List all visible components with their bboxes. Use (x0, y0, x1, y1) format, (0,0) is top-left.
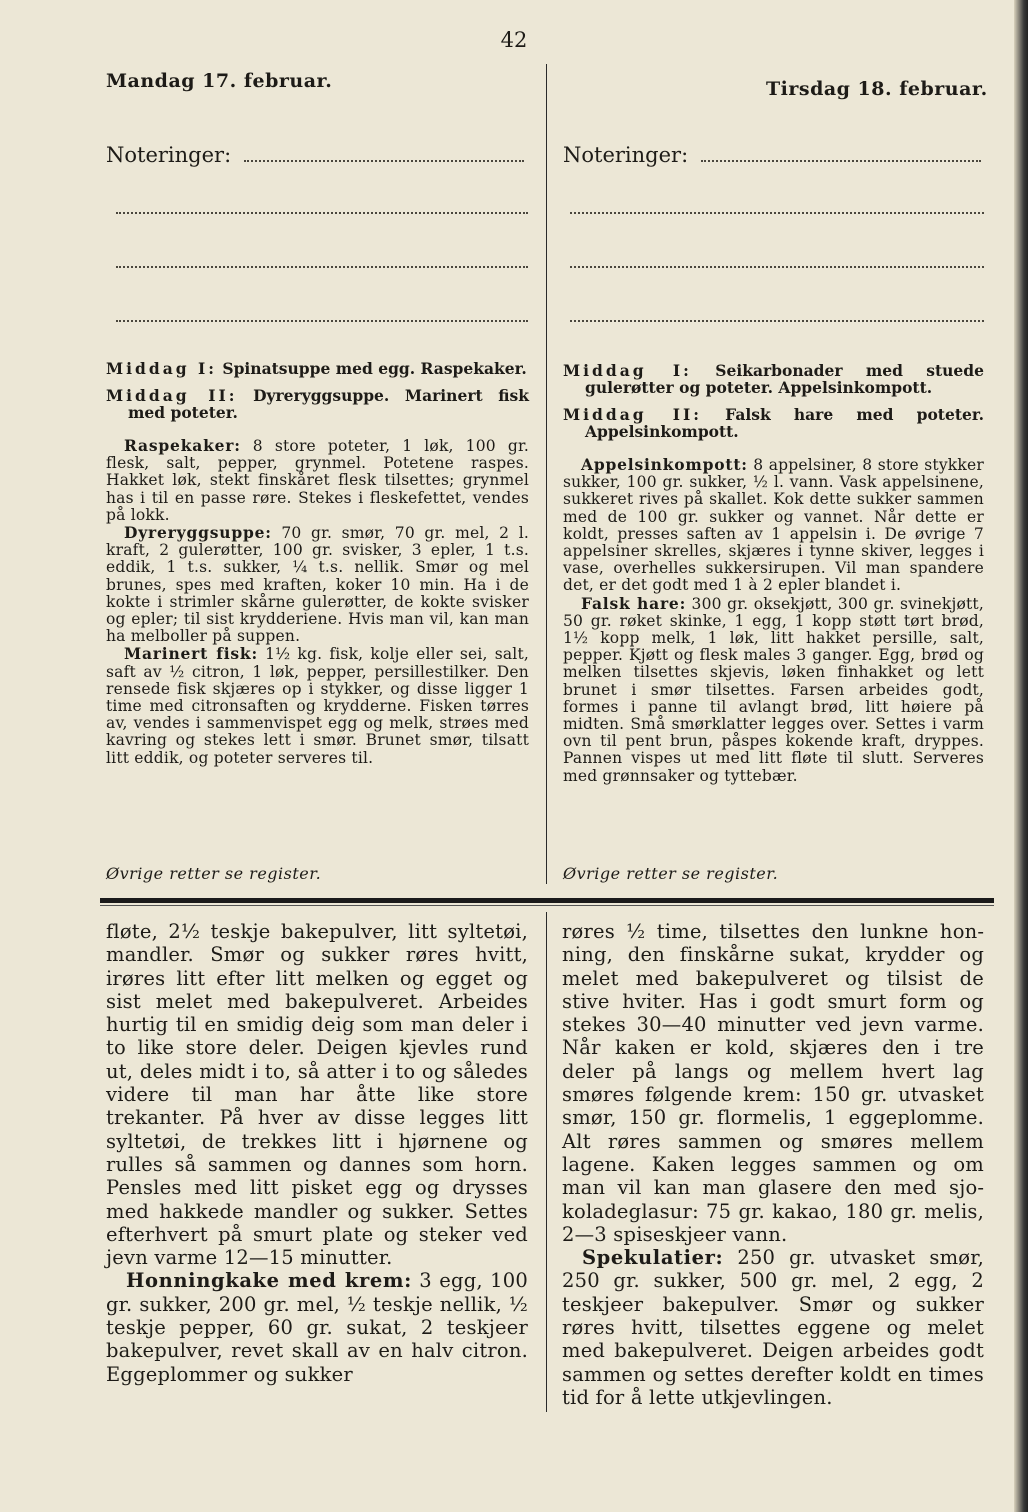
column-divider (546, 64, 547, 884)
right-notes (563, 143, 987, 167)
left-notes (106, 143, 530, 167)
left-recipe-2-title: Dyreryggsuppe: (124, 523, 272, 543)
right-recipe-1 (563, 456, 984, 595)
left-day-title: Mandag 17. februar. (106, 70, 333, 92)
right-notes-label: Noteringer: (563, 143, 689, 167)
right-menu-2-label: Middag II: (563, 405, 702, 424)
bottom-right-paragraph-1: røres ½ time, tilsettes den lunkne honning, den finskårne sukat, krydder og melet med bakepulveret og tilsist de stive hviter. Has i godt smurt form og stekes 30—40 minutter ved jevn varme. Når kaken er kold, skjæres den i tre deler på langs og mellem hvert lag smøres følgende krem: 150 gr. utvasket smør, 150 gr. flormelis, 1 eggeplomme. Alt røres sammen og smøres mellem lagene. Kaken legges sammen og om man vil kan man glasere den med sjokoladeglasur: 75 gr. kakao, 180 gr. melis, 2—3 spiseskjeer vann. (562, 920, 984, 1246)
left-recipe-1-text: 8 store poteter, 1 løk, 100 gr. flesk, salt, pepper, grynmel. Potetene raspes. Hakket løk, stekt finskåret flesk tilsettes; grynmel has i til en passe røre. Stekes i fleskefettet, vendes på lokk. (106, 437, 529, 524)
left-notes-label: Noteringer: (106, 143, 232, 167)
right-column (766, 78, 986, 100)
bottom-left-paragraph-2 (106, 1269, 528, 1385)
left-recipe-1-title: Raspekaker: (124, 436, 241, 455)
right-recipes (563, 362, 984, 785)
left-note-line-1[interactable] (116, 212, 528, 214)
left-menu-2 (106, 387, 529, 421)
left-recipe-3-text: 1½ kg. fisk, kolje eller sei, salt, saft av ½ citron, 1 løk, pepper, persillestilker. Den rensede fisk skjæres op i stykker, og disse ligger 1 time med citronsaften og krydderne. Fisken tørres av, vendes i sammenvispet egg og melk, strøes med kavring og stekes lett i smør. Brunet smør, tilsatt litt eddik, og poteter serveres til. (106, 645, 529, 767)
bottom-right-column (562, 920, 984, 1409)
right-menu-2-text: Falsk hare med poteter. Appelsinkompott. (585, 405, 984, 441)
left-menu-1-text: Spinatsuppe med egg. Raspekaker. (222, 359, 527, 378)
honningkake-text: 3 egg, 100 gr. sukker, 200 gr. mel, ½ teskje nellik, ½ teskje pepper, 60 gr. sukat, 2 teskjeer bakepulver, revet skall av en halv citron. Eggeplommer og sukker (106, 1269, 528, 1386)
page-number: 42 (500, 28, 528, 52)
left-recipe-2 (106, 524, 529, 645)
left-recipe-2-text: 70 gr. smør, 70 gr. mel, 2 l. kraft, 2 gulerøtter, 100 gr. svisker, 3 epler, 1 t.s. eddik, 1 t.s. sukker, ¼ t.s. nellik. Smør og mel brunes, spes med kraften, koker 10 min. Ha i de kokte i strimler skårne gulerøtter, de kokte svisker og epler; til sist krydderiene. Hvis man vil, kan man ha melboller på suppen. (106, 524, 529, 646)
right-menu-2 (563, 406, 984, 440)
right-other-dishes: Øvrige retter se register. (563, 864, 779, 883)
left-column (106, 70, 530, 92)
right-notes-dots[interactable] (701, 159, 981, 162)
right-note-line-3[interactable] (570, 320, 984, 322)
left-note-line-2[interactable] (116, 266, 528, 268)
left-other-dishes: Øvrige retter se register. (106, 864, 322, 883)
left-menu-1-label: Middag I: (106, 359, 217, 378)
right-recipe-2 (563, 595, 984, 785)
right-recipe-2-text: 300 gr. oksekjøtt, 300 gr. svinekjøtt, 50 gr. røket skinke, 1 egg, 1 kopp støtt tørt brød, 1½ kopp melk, 1 løk, litt hakket persille, salt, pepper. Kjøtt og flesk males 3 ganger. Egg, brød og melken tilsettes skjevis, løken finhakket og lett brunet i smør tilsettes. Farsen arbeides godt, formes i panne til avlangt brød, litt høiere på midten. Små smørklatter legges over. Settes i varm ovn til pent brun, påspes kokende kraft, dryppes. Pannen vispes ut med litt fløte til slutt. Serveres med grønnsaker og tyttebær. (563, 594, 984, 785)
spekulatier-title: Spekulatier: (582, 1246, 724, 1270)
left-notes-dots[interactable] (244, 159, 524, 162)
left-recipe-1 (106, 437, 529, 524)
page-edge (1014, 0, 1028, 1512)
section-rule (100, 898, 994, 903)
bottom-right-paragraph-2 (562, 1246, 984, 1409)
bottom-left-column (106, 920, 528, 1386)
spekulatier-text: 250 gr. utvasket smør, 250 gr. sukker, 500 gr. mel, 2 egg, 2 teskjeer bakepulver. Smør og sukker røres hvitt, tilsettes eggene og melet med bakepulveret. Deigen arbeides godt sammen og settes derefter koldt en times tid for å lette utkjevlingen. (562, 1246, 984, 1409)
honningkake-title: Honningkake med krem: (126, 1269, 412, 1293)
bottom-left-paragraph-1: fløte, 2½ teskje bakepulver, litt syltetøi, mandler. Smør og sukker røres hvitt, irøres litt efter litt melken og egget og sist melet med bakepulveret. Arbeides hurtig til en smidig deig som man deler i to like store deler. Deigen kjevles rund ut, deles midt i to, så atter i to og således videre til man har åtte like store trekanter. På hver av disse legges litt syltetøi, de trekkes litt i hjørnene og rulles så sammen og dannes som horn. Pensles med litt pisket egg og drysses med hakkede mandler og sukker. Settes efterhvert på smurt plate og steker ved jevn varme 12—15 minutter. (106, 920, 528, 1270)
right-menu-1-text: Seikarbonader med stuede gulerøtter og poteter. Appelsinkompott. (585, 361, 984, 397)
left-menu-2-label: Middag II: (106, 386, 238, 405)
right-recipe-2-title: Falsk hare: (581, 593, 687, 613)
right-menu-1 (563, 362, 984, 396)
section-rule-thin (100, 905, 994, 906)
right-day-title: Tirsdag 18. februar. (766, 78, 988, 100)
left-recipe-3 (106, 645, 529, 766)
left-menu-2-text: Dyreryggsuppe. Marinert fisk med poteter. (128, 386, 529, 422)
left-note-line-3[interactable] (116, 320, 528, 322)
bottom-column-divider (546, 912, 547, 1412)
left-recipe-3-title: Marinert fisk: (124, 644, 258, 664)
left-menu-1 (106, 360, 529, 377)
right-note-line-1[interactable] (570, 212, 984, 214)
left-recipes (106, 360, 529, 767)
right-recipe-1-text: 8 appelsiner, 8 store stykker sukker, 100 gr. sukker, ½ l. vann. Vask appelsinene, sukkeret rives på skallet. Kok dette sukker sammen med de 100 gr. sukker og vannet. Når dette er koldt, presses saften av 1 appelsin i. De øvrige 7 appelsiner skrelles, skjæres i tynne skiver, legges i vase, overhelles sukkersirupen. Vil man spandere det, er det godt med 1 à 2 epler blandet i. (563, 456, 984, 595)
right-recipe-1-title: Appelsinkompott: (581, 455, 748, 474)
right-menu-1-label: Middag I: (563, 361, 692, 380)
right-note-line-2[interactable] (570, 266, 984, 268)
